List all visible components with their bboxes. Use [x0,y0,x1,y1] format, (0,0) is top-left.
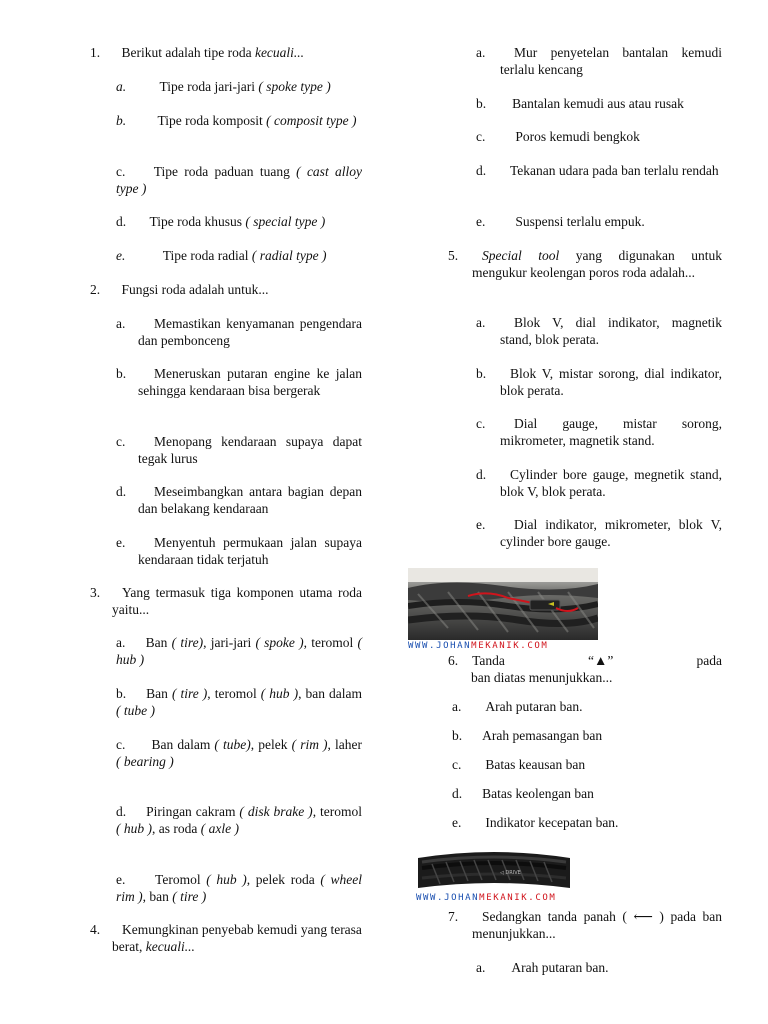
tire-tread-photo [408,568,598,652]
q1-option-c[interactable]: c. Tipe roda paduan tuang ( cast alloy type ) [116,164,362,196]
question-3 [90,584,362,618]
q5-option-d[interactable]: d. Cylinder bore gauge, megnetik stand, blok V, blok perata. [476,467,722,499]
q3-option-a[interactable]: a. Ban ( tire), jari-jari ( spoke ), teromol ( hub ) [116,635,363,667]
watermark-1: WWW.JOHANMEKANIK.COM [408,640,598,652]
tire-side-photo [416,848,572,904]
q5-option-b[interactable]: b. Blok V, mistar sorong, dial indikator, blok perata. [476,366,722,398]
q3-option-e[interactable]: e. Teromol ( hub ), pelek roda ( wheel rim ), ban ( tire ) [116,872,362,904]
q1-option-b[interactable]: b. Tipe roda komposit ( composit type ) [116,113,357,128]
q6-option-d[interactable]: d. Batas keolengan ban [452,786,594,801]
question-stem-emphasis: kecuali... [254,45,305,60]
q4-option-d[interactable]: d. Tekanan udara pada ban terlalu rendah [476,163,719,178]
q2-option-c[interactable]: c. Menopang kendaraan supaya dapat tegak lurus [116,434,362,466]
q2-option-d[interactable]: d. Meseimbangkan antara bagian depan dan belakang kendaraan [116,484,362,516]
q5-option-a[interactable]: a. Blok V, dial indikator, magnetik stand, blok perata. [476,315,722,347]
question-number: 2. [90,282,101,297]
svg-text:◁ DRIVE: ◁ DRIVE [500,870,521,876]
question-number: 5. [448,248,459,263]
q4-option-e[interactable]: e. Suspensi terlalu empuk. [476,214,645,229]
q3-option-b[interactable]: b. Ban ( tire ), teromol ( hub ), ban dalam ( tube ) [116,686,363,718]
q2-option-b[interactable]: b. Meneruskan putaran engine ke jalan sehingga kendaraan bisa bergerak [116,366,362,398]
q7-option-a[interactable]: a. Arah putaran ban. [476,960,609,975]
question-stem-emphasis: Special tool [482,248,560,263]
q1-option-e[interactable]: e. Tipe roda radial ( radial type ) [116,248,327,263]
question-stem: yang digunakan untuk mengukur keolengan poros roda adalah... [472,248,722,280]
q6-option-e[interactable]: e. Indikator kecepatan ban. [452,815,619,830]
q4-option-b[interactable]: b. Bantalan kemudi aus atau rusak [476,96,684,111]
tire-side-illustration [416,848,572,892]
question-4 [90,921,362,955]
question-2 [90,281,362,298]
question-stem: Sedangkan tanda panah ( ⟵ ) pada ban menunjukkan... [472,909,722,941]
question-6: 6. Tanda “▲” pada ban diatas menunjukkan... [448,653,722,685]
triangle-mark: “▲” [588,653,614,668]
question-stem-emphasis: kecuali... [145,939,195,954]
q5-option-e[interactable]: e. Dial indikator, mikrometer, blok V, cylinder bore gauge. [476,517,722,549]
q1-option-a[interactable]: a. Tipe roda jari-jari ( spoke type ) [116,79,331,94]
q6-option-b[interactable]: b. Arah pemasangan ban [452,728,603,743]
question-stem: Yang termasuk tiga komponen utama roda yaitu... [112,585,362,617]
question-stem: Kemungkinan penyebab kemudi yang terasa berat, [112,922,362,954]
question-number: 6. [448,653,459,668]
question-5 [448,247,722,281]
q2-option-e[interactable]: e. Menyentuh permukaan jalan supaya kendaraan tidak terjatuh [116,535,362,567]
question-stem: Fungsi roda adalah untuk... [121,282,269,297]
q3-option-c[interactable]: c. Ban dalam ( tube), pelek ( rim ), laher ( bearing ) [116,737,363,769]
q5-option-c[interactable]: c. Dial gauge, mistar sorong, mikrometer, magnetik stand. [476,416,722,448]
watermark-2: WWW.JOHANMEKANIK.COM [416,892,572,904]
tire-tread-illustration [408,568,598,640]
question-number: 4. [90,922,101,937]
question-7 [448,908,722,942]
question-number: 7. [448,909,459,924]
question-1 [90,44,362,61]
q2-option-a[interactable]: a. Memastikan kenyamanan pengendara dan pembonceng [116,316,362,348]
q4-option-a[interactable]: a. Mur penyetelan bantalan kemudi terlalu kencang [476,45,722,77]
question-stem: Tanda [472,653,505,668]
question-stem: Berikut adalah tipe roda [121,45,255,60]
q6-option-a[interactable]: a. Arah putaran ban. [452,699,583,714]
q6-option-c[interactable]: c. Batas keausan ban [452,757,586,772]
q4-option-c[interactable]: c. Poros kemudi bengkok [476,129,640,144]
q1-option-d[interactable]: d. Tipe roda khusus ( special type ) [116,214,326,229]
q3-option-d[interactable]: d. Piringan cakram ( disk brake ), teromol ( hub ), as roda ( axle ) [116,804,362,836]
question-number: 1. [90,45,101,60]
question-number: 3. [90,585,101,600]
